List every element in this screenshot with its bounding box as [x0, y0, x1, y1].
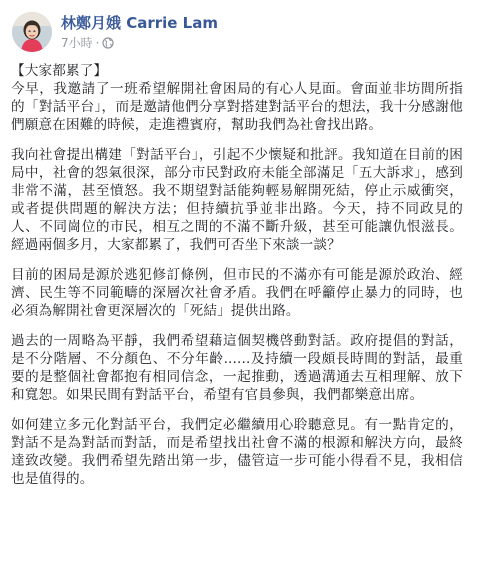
- avatar[interactable]: [12, 12, 52, 52]
- author-name[interactable]: 林鄭月娥 Carrie Lam: [61, 13, 218, 32]
- post-paragraph: 過去的一周略為平靜，我們希望藉這個契機啓動對話。政府提倡的對話，是不分階層、不分顏色、不分年齡......及持續一段頗長時間的對話，最重要的是整個社會都抱有相同信念，一起推動，透過溝通去互相理解、放下和寬恕。如果民間有對話平台，希望有官員參與，我們都樂意出席。: [11, 333, 463, 403]
- profile-photo: [12, 12, 52, 52]
- post-paragraph: 我向社會提出構建「對話平台」，引起不少懷疑和批評。我知道在目前的困局中，社會的怨氣很深，部分市民對政府未能全部滿足「五大訴求」，感到非常不滿，甚至憤怒。我不期望對話能夠輕易解開死結，停止示威衝突，或者提供問題的解決方法；但持續抗爭並非出路。今天，持不同政見的人、不同崗位的市民，相互之間的不滿不斷升級，甚至可能讓仇恨滋長。經過兩個多月，大家都累了，我們可否坐下來談一談？: [11, 147, 463, 253]
- post-paragraph: 今早，我邀請了一班希望解開社會困局的有心人見面。會面並非坊間所指的「對話平台」，而是邀請他們分享對搭建對話平台的想法，我十分感謝他們願意在困難的時候，走進禮賓府，幫助我們為社會找出路。: [11, 81, 463, 133]
- post-meta: [61, 14, 218, 51]
- post-heading: 【大家都累了】: [11, 63, 108, 79]
- globe-icon-glyph: [102, 37, 114, 49]
- post-body: [11, 62, 463, 500]
- post-subline: [61, 36, 218, 51]
- separator-dot: ·: [95, 35, 100, 50]
- post-paragraph: 如何建立多元化對話平台，我們定必繼續用心聆聽意見。有一點肯定的，對話不是為對話而對話，而是希望找出社會不滿的根源和解決方向，最終達致改變。我們希望先踏出第一步，儘管這一步可能小得看不見，我相信也是值得的。: [11, 417, 463, 487]
- globe-icon[interactable]: [102, 37, 114, 49]
- post-timestamp[interactable]: 7小時: [61, 35, 93, 50]
- post-header: [12, 8, 218, 56]
- post-paragraph: 目前的困局是源於逃犯修訂條例，但市民的不滿亦有可能是源於政治、經濟、民生等不同範疇的深層次社會矛盾。我們在呼籲停止暴力的同時，也必須為解開社會更深層次的「死結」提供出路。: [11, 267, 463, 319]
